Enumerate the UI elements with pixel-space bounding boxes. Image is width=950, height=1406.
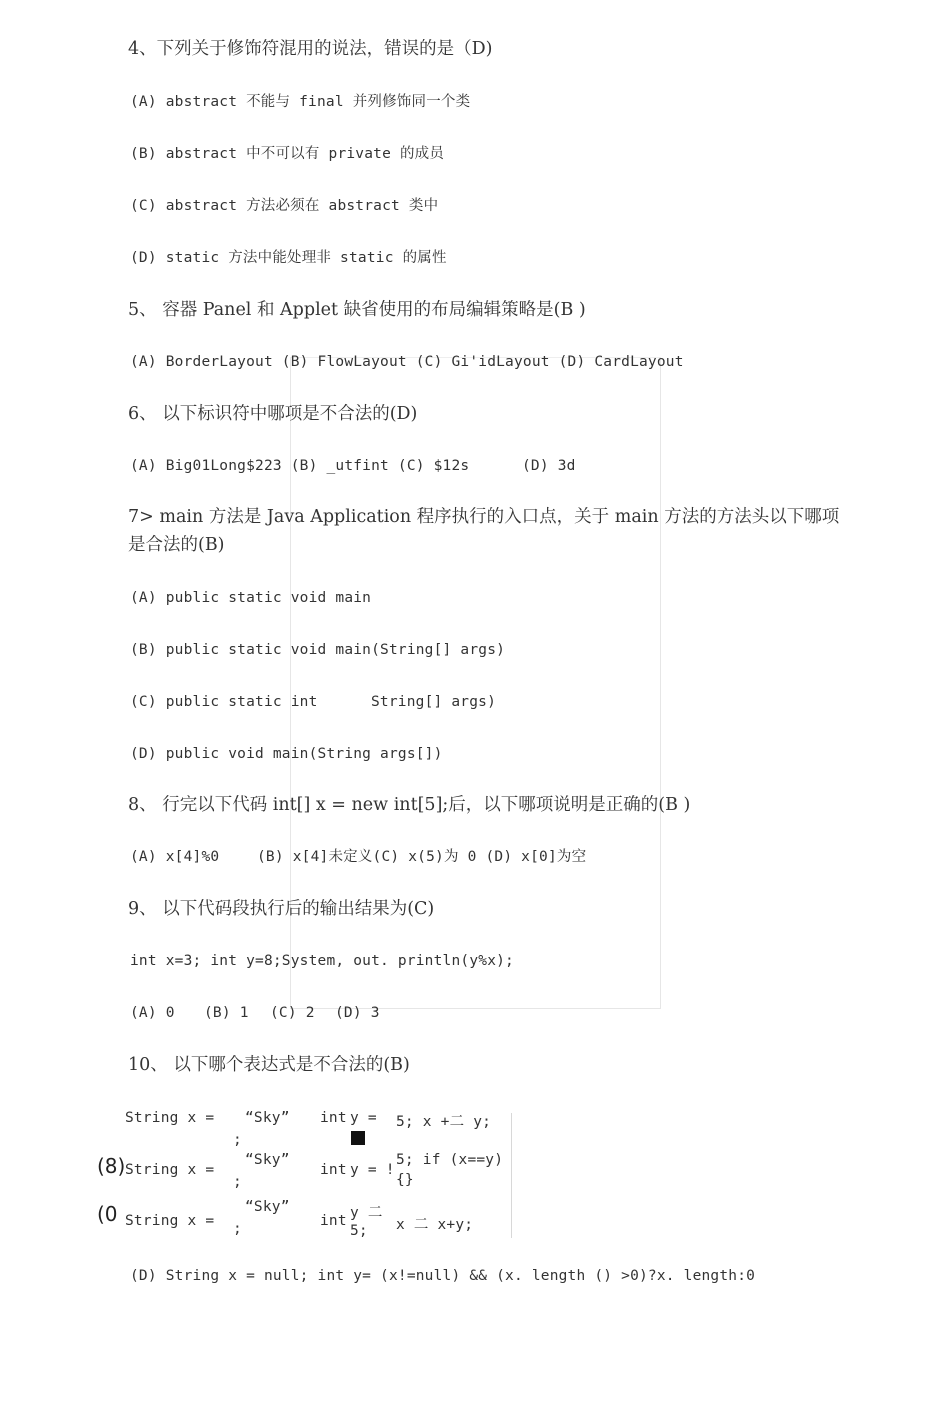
q8-stem: 8、 行完以下代码 int[] x = new int[5];后，以下哪项说明是正确的(B ) bbox=[128, 795, 691, 815]
q10-option-d: (D) String x = null; int y= (x!=null) && (x. length () >0)?x. length:0 bbox=[130, 1268, 756, 1284]
q10-row1-int: int bbox=[320, 1110, 347, 1126]
q7-stem: 7> main 方法是 Java Application 程序执行的入口点，关于 main 方法的方法头以下哪项 是合法的(B) bbox=[128, 507, 840, 555]
q10-row2-braces: {} bbox=[396, 1172, 414, 1188]
q9-option-d: (D) 3 bbox=[335, 1005, 380, 1021]
q7-option-a: (A) public static void main bbox=[130, 590, 372, 606]
q10-row2-literal: “Sky” bbox=[245, 1152, 290, 1168]
q9-code: int x=3; int y=8;System, out. println(y%x); bbox=[130, 953, 514, 969]
q10-row2-marker: (8) bbox=[97, 1154, 126, 1178]
ink-blot bbox=[351, 1131, 365, 1145]
q10-row3-marker: (0 bbox=[97, 1202, 118, 1226]
q7-option-b: (B) public static void main(String[] args) bbox=[130, 642, 506, 658]
q10-row3-literal: “Sky” bbox=[245, 1199, 290, 1215]
q10-row1-literal: “Sky” bbox=[245, 1110, 290, 1126]
q9-option-a: (A) 0 bbox=[130, 1005, 175, 1021]
q10-row2-semicolon: ; bbox=[233, 1174, 242, 1190]
q10-row3-semicolon: ; bbox=[233, 1221, 242, 1237]
q10-row3-five: 5; bbox=[350, 1223, 368, 1239]
q10-row2-expr: 5; if (x==y) bbox=[396, 1152, 504, 1168]
q5-stem: 5、 容器 Panel 和 Applet 缺省使用的布局编辑策略是(B ) bbox=[128, 300, 586, 320]
q6-options-right: (D) 3d bbox=[522, 458, 576, 474]
q10-row1-expr: 5; x +二 y; bbox=[396, 1114, 492, 1130]
q10-row2-int: int bbox=[320, 1162, 347, 1178]
q7-option-d: (D) public void main(String args[]) bbox=[130, 746, 443, 762]
q4-option-c: (C) abstract 方法必须在 abstract 类中 bbox=[130, 198, 439, 214]
table-divider bbox=[511, 1113, 512, 1238]
q10-row3-expr: x 二 x+y; bbox=[396, 1217, 474, 1233]
q10-row1-y: y = bbox=[350, 1110, 377, 1126]
q9-option-c: (C) 2 bbox=[270, 1005, 315, 1021]
q7-option-c-right: String[] args) bbox=[371, 694, 497, 710]
q10-row1-decl: String x = bbox=[125, 1110, 215, 1126]
q10-row3-int: int bbox=[320, 1213, 347, 1229]
q10-row3-decl: String x = bbox=[125, 1213, 215, 1229]
q10-row3-y: y 二 bbox=[350, 1205, 383, 1221]
q4-option-d: (D) static 方法中能处理非 static 的属性 bbox=[130, 250, 447, 266]
q10-row2-decl: String x = bbox=[125, 1162, 215, 1178]
q4-stem: 4、下列关于修饰符混用的说法，错误的是（D) bbox=[128, 39, 493, 59]
q4-option-b: (B) abstract 中不可以有 private 的成员 bbox=[130, 146, 445, 162]
q6-options-left: (A) Big01Long$223 (B) _utfint (C) $12s bbox=[130, 458, 470, 474]
q4-option-a: (A) abstract 不能与 final 并列修饰同一个类 bbox=[130, 94, 471, 110]
q10-stem: 10、 以下哪个表达式是不合法的(B) bbox=[128, 1055, 410, 1075]
q9-stem: 9、 以下代码段执行后的输出结果为(C) bbox=[128, 899, 435, 919]
q5-options: (A) BorderLayout (B) FlowLayout (C) Gi'idLayout (D) CardLayout bbox=[130, 354, 684, 370]
q9-option-b: (B) 1 bbox=[204, 1005, 249, 1021]
q10-row2-y: y = ! bbox=[350, 1162, 395, 1178]
q7-option-c-left: (C) public static int bbox=[130, 694, 318, 710]
q10-row1-semicolon: ; bbox=[233, 1132, 242, 1148]
q6-stem: 6、 以下标识符中哪项是不合法的(D) bbox=[128, 404, 418, 424]
q8-options-right: (B) x[4]未定义(C) x(5)为 0 (D) x[0]为空 bbox=[257, 849, 587, 865]
q8-options-left: (A) x[4]%0 bbox=[130, 849, 220, 865]
